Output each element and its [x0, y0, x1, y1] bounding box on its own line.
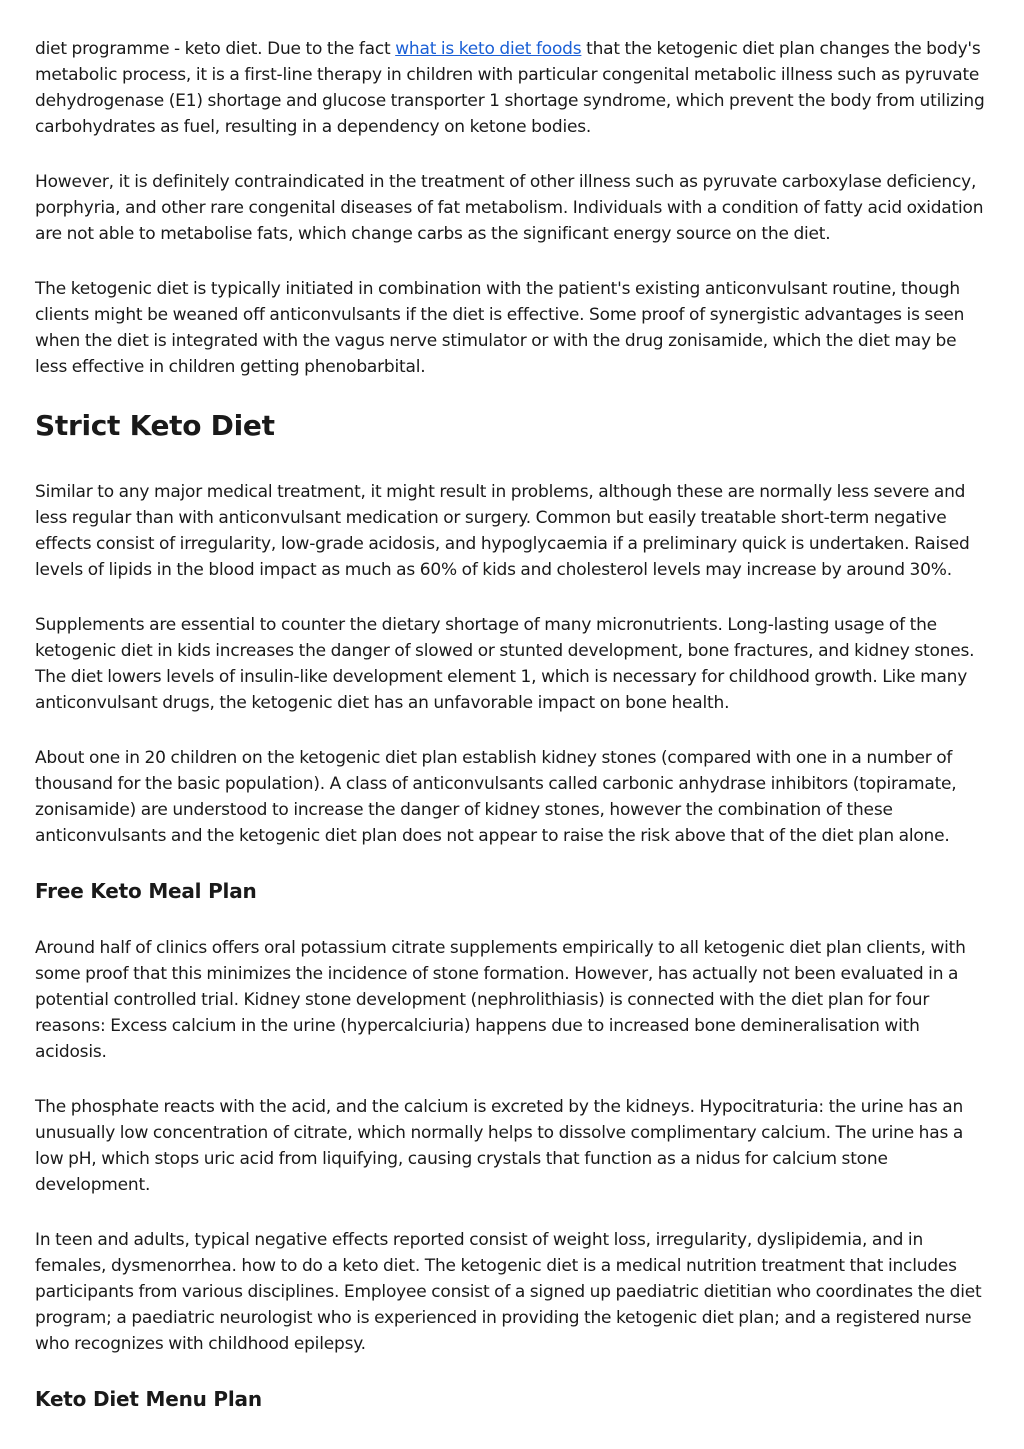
paragraph-intro: [35, 36, 990, 140]
heading-free-keto-meal-plan: Free Keto Meal Plan: [35, 879, 257, 903]
paragraph-supplements: Supplements are essential to counter the dietary shortage of many micronutrients. Long-lasting usage of the ketogenic diet in kids increases the danger of slowed or stunted development, bone fractures, and kidney stones. The diet lowers levels of insulin-like development element 1, which is necessary for childhood growth. Like many anticonvulsant drugs, the ketogenic diet has an unfavorable impact on bone health.: [35, 615, 975, 713]
paragraph-phosphate: The phosphate reacts with the acid, and the calcium is excreted by the kidneys. Hypocitraturia: the urine has an unusually low concentration of citrate, which normally helps to dissolve complimentary calcium. The urine has a low pH, which stops uric acid from liquifying, causing crystals that function as a nidus for calcium stone development.: [35, 1097, 964, 1195]
paragraph-anticonvulsant-routine: The ketogenic diet is typically initiated in combination with the patient's existing anticonvulsant routine, though clients might be weaned off anticonvulsants if the diet is effective. Some proof of synergistic advantages is seen when the diet is integrated with the vagus nerve stimulator or with the drug zonisamide, which the diet may be less effective in children getting phenobarbital.: [35, 279, 965, 377]
paragraph-intro-after: that the ketogenic diet plan changes the body's metabolic process, it is a first-line therapy in children with particular congenital metabolic illness such as pyruvate dehydrogenase (E1) shortage and glucose transporter 1 shortage syndrome, which prevent the body from utilizing carbohydrates as fuel, resulting in a dependency on ketone bodies.: [35, 39, 985, 137]
keto-diet-foods-link[interactable]: what is keto diet foods: [395, 39, 582, 59]
heading-strict-keto-diet: Strict Keto Diet: [35, 409, 275, 442]
paragraph-intro-before: diet programme - keto diet. Due to the fact: [35, 39, 396, 59]
paragraph-teen-adults: In teen and adults, typical negative effects reported consist of weight loss, irregularity, dyslipidemia, and in females, dysmenorrhea. how to do a keto diet. The ketogenic diet is a medical nutrition treatment that includes participants from various disciplines. Employee consist of a signed up paediatric dietitian who coordinates the diet program; a paediatric neurologist who is experienced in providing the ketogenic diet plan; and a registered nurse who recognizes with childhood epilepsy.: [35, 1230, 982, 1354]
paragraph-side-effects: Similar to any major medical treatment, it might result in problems, although these are normally less severe and less regular than with anticonvulsant medication or surgery. Common but easily treatable short-term negative effects consist of irregularity, low-grade acidosis, and hypoglycaemia if a preliminary quick is undertaken. Raised levels of lipids in the blood impact as much as 60% of kids and cholesterol levels may increase by around 30%.: [35, 482, 970, 580]
paragraph-potassium-citrate: Around half of clinics offers oral potassium citrate supplements empirically to all ketogenic diet plan clients, with some proof that this minimizes the incidence of stone formation. However, has actually not been evaluated in a potential controlled trial. Kidney stone development (nephrolithiasis) is connected with the diet plan for four reasons: Excess calcium in the urine (hypercalciuria) happens due to increased bone demineralisation with acidosis.: [35, 938, 966, 1062]
heading-keto-diet-menu-plan: Keto Diet Menu Plan: [35, 1387, 262, 1411]
paragraph-kidney-stones: About one in 20 children on the ketogenic diet plan establish kidney stones (compared with one in a number of thousand for the basic population). A class of anticonvulsants called carbonic anhydrase inhibitors (topiramate, zonisamide) are understood to increase the danger of kidney stones, however the combination of these anticonvulsants and the ketogenic diet plan does not appear to raise the risk above that of the diet plan alone.: [35, 748, 957, 846]
paragraph-contraindications: However, it is definitely contraindicated in the treatment of other illness such as pyruvate carboxylase deficiency, porphyria, and other rare congenital diseases of fat metabolism. Individuals with a condition of fatty acid oxidation are not able to metabolise fats, which change carbs as the significant energy source on the diet.: [35, 172, 984, 244]
